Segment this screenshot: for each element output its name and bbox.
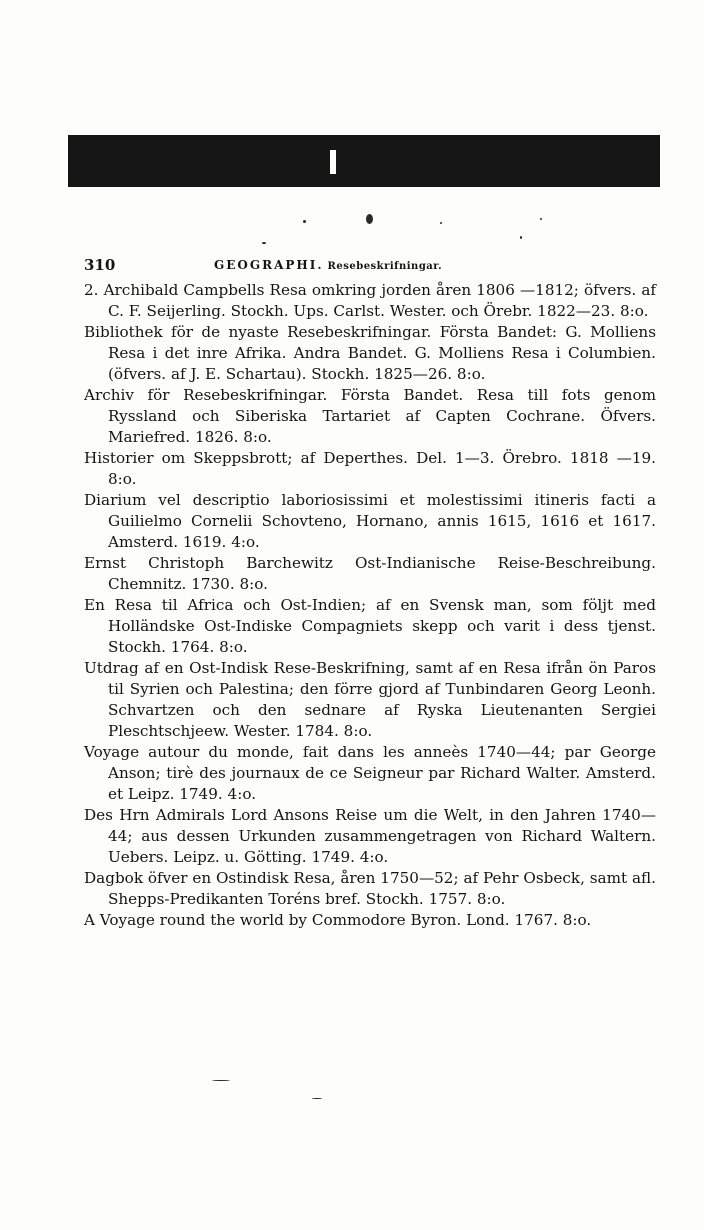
- bar-notch: [330, 150, 336, 174]
- bibliography-entry: En Resa til Africa och Ost-Indien; af en Svensk man, som följt med Holländske Ost-Indiske Compagniets skepp och varit i dess tjenst. Stockh. 1764. 8:o.: [84, 596, 656, 656]
- ink-speck: [540, 218, 542, 220]
- running-head: [214, 258, 442, 272]
- bibliography-entry: Voyage autour du monde, fait dans les anneès 1740—44; par George Anson; tirè des journaux de ce Seigneur par Richard Walter. Amsterd. et Leipz. 1749. 4:o.: [84, 743, 656, 803]
- ink-speck: [440, 222, 442, 224]
- running-head-title: GEOGRAPHI.: [214, 258, 324, 272]
- ink-speck: [212, 1080, 230, 1081]
- ink-speck: [262, 242, 266, 244]
- bibliography-entry: A Voyage round the world by Commodore Byron. Lond. 1767. 8:o.: [84, 911, 592, 929]
- running-head-subtitle: Resebeskrifningar.: [327, 261, 443, 272]
- bibliography-entry: Historier om Skeppsbrott; af Deperthes. Del. 1—3. Örebro. 1818 —19. 8:o.: [84, 449, 656, 488]
- bibliography-entry: Diarium vel descriptio laboriosissimi et molestissimi itineris facti a Guilielmo Cornelii Schovteno, Hornano, annis 1615, 1616 et 1617. Amsterd. 1619. 4:o.: [84, 491, 656, 551]
- bibliography-entry: Archiv för Resebeskrifningar. Första Bandet. Resa till fots genom Ryssland och Siberiska Tartariet af Capten Cochrane. Öfvers. Mariefred. 1826. 8:o.: [84, 386, 656, 446]
- black-redaction-bar: [68, 135, 660, 187]
- bibliography-entry: Utdrag af en Ost-Indisk Rese-Beskrifning, samt af en Resa ifrån ön Paros til Syrien och Palestina; den förre gjord af Tunbindaren Georg Leonh. Schvartzen och den sednare af Ryska Lieutenanten Sergiei Pleschtschjeew. Wester. 1784. 8:o.: [84, 659, 656, 740]
- bibliography-entry: Ernst Christoph Barchewitz Ost-Indianische Reise-Beschreibung. Chemnitz. 1730. 8:o.: [84, 554, 656, 593]
- ink-speck: [366, 214, 373, 224]
- bibliography-entry: 2. Archibald Campbells Resa omkring jorden åren 1806 —1812; öfvers. af C. F. Seijerling. Stockh. Ups. Carlst. Wester. och Örebr. 1822—23. 8:o.: [84, 281, 656, 320]
- page-number: 310: [84, 256, 116, 274]
- bibliography-entry: Des Hrn Admirals Lord Ansons Reise um die Welt, in den Jahren 1740—44; aus dessen Urkunden zusammengetragen von Richard Waltern. Uebers. Leipz. u. Götting. 1749. 4:o.: [84, 806, 656, 866]
- bibliography-list: [84, 280, 656, 931]
- bibliography-entry: Bibliothek för de nyaste Resebeskrifningar. Första Bandet: G. Molliens Resa i det inre Afrika. Andra Bandet. G. Molliens Resa i Columbien. (öfvers. af J. E. Schartau). Stockh. 1825—26. 8:o.: [84, 323, 656, 383]
- running-header: [84, 256, 644, 278]
- ink-speck: [312, 1098, 322, 1099]
- ink-speck: [303, 220, 306, 223]
- bibliography-entry: Dagbok öfver en Ostindisk Resa, åren 1750—52; af Pehr Osbeck, samt afl. Shepps-Predikanten Toréns bref. Stockh. 1757. 8:o.: [84, 869, 656, 908]
- ink-speck: [520, 236, 522, 239]
